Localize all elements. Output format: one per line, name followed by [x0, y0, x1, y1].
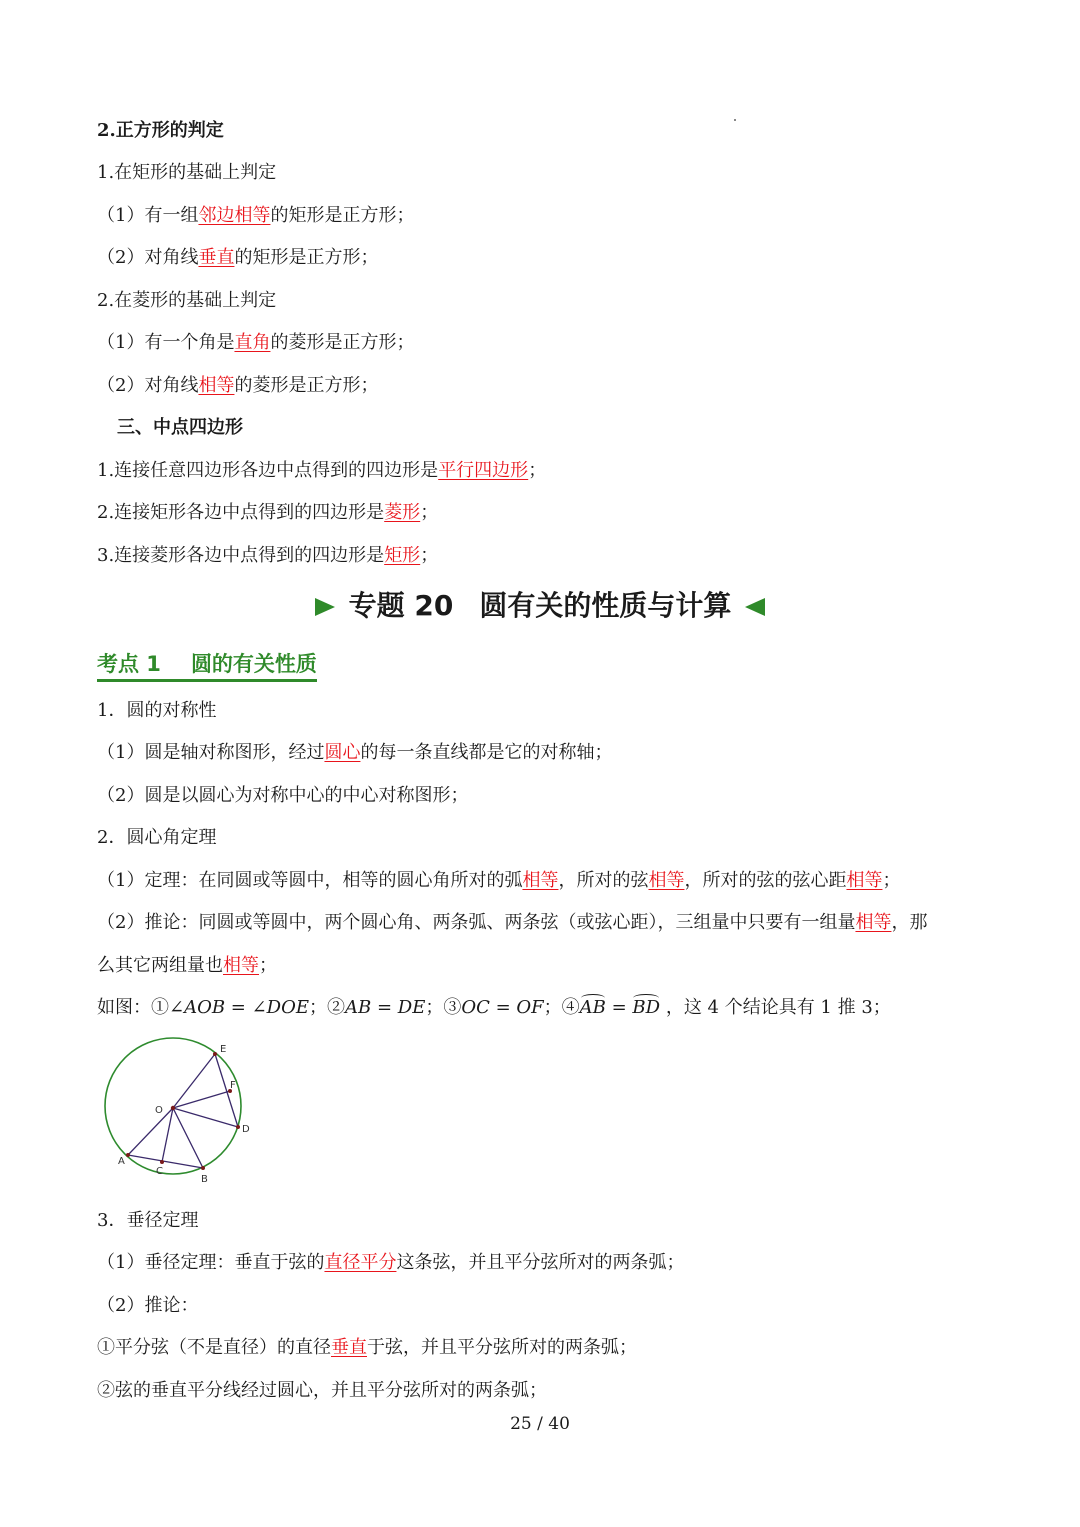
arc-bd: BD	[632, 997, 661, 1018]
point-c	[160, 1160, 164, 1164]
highlight-answer: 矩形	[384, 545, 421, 566]
highlight-answer: 菱形	[384, 502, 421, 523]
text-line: （2）对角线垂直的矩形是正方形；	[97, 247, 379, 268]
highlight-answer: 平行四边形	[438, 460, 529, 481]
scan-dot	[734, 119, 736, 121]
highlight-answer: 邻边相等	[198, 205, 271, 226]
highlight-answer: 垂直	[331, 1337, 367, 1358]
text-line: ②弦的垂直平分线经过圆心，并且平分弦所对的两条弧；	[97, 1380, 547, 1401]
text-line: 1.在矩形的基础上判定	[97, 162, 277, 183]
page-number: 25 / 40	[510, 1414, 570, 1434]
text-line: 2．圆心角定理	[97, 827, 217, 848]
text-line: 3.连接菱形各边中点得到的四边形是矩形；	[97, 545, 439, 566]
highlight-answer: 相等	[198, 375, 235, 396]
segment-od	[173, 1108, 238, 1127]
text-line: 1．圆的对称性	[97, 700, 217, 721]
highlight-answer: 圆心	[324, 742, 361, 763]
circle-figure	[97, 1036, 267, 1186]
label-b: B	[201, 1174, 208, 1185]
text-line: 2.连接矩形各边中点得到的四边形是菱形；	[97, 502, 439, 523]
highlight-answer: 相等	[846, 870, 883, 891]
point-d	[236, 1125, 240, 1129]
point-o	[171, 1106, 175, 1110]
label-e: E	[220, 1044, 227, 1055]
text-line: 3．垂径定理	[97, 1210, 199, 1231]
text-line: （1）垂径定理：垂直于弦的直径平分这条弦，并且平分弦所对的两条弧；	[97, 1252, 685, 1273]
text-line: 么其它两组量也相等；	[97, 955, 277, 976]
highlight-answer: 相等	[223, 955, 259, 976]
segment-ob	[173, 1108, 203, 1168]
text-line: （1）有一个角是直角的菱形是正方形；	[97, 332, 415, 353]
chord-ab	[128, 1155, 203, 1168]
label-a: A	[118, 1156, 125, 1167]
label-f: F	[230, 1080, 236, 1091]
text-line: 1.连接任意四边形各边中点得到的四边形是平行四边形；	[97, 460, 547, 481]
point-a	[126, 1153, 130, 1157]
arrow-left-icon	[745, 598, 765, 616]
arrow-right-icon	[315, 598, 335, 616]
text-line: （1）定理：在同圆或等圆中，相等的圆心角所对的弧相等，所对的弦相等，所对的弦的弦心距相等；	[97, 870, 901, 891]
text-line: （1）有一组邻边相等的矩形是正方形；	[97, 205, 415, 226]
heading-square-criteria: 2.正方形的判定	[97, 120, 224, 141]
label-d: D	[242, 1124, 250, 1135]
heading-midpoint-quadrilateral: 三、中点四边形	[117, 417, 243, 438]
highlight-answer: 直角	[234, 332, 271, 353]
kaodian-heading: 考点 1 圆的有关性质	[97, 650, 317, 682]
highlight-answer: 垂直	[198, 247, 235, 268]
text-line: ①平分弦（不是直径）的直径垂直于弦，并且平分弦所对的两条弧；	[97, 1337, 637, 1358]
topic-title: 专题 20 圆有关的性质与计算	[0, 588, 1080, 624]
text-line: （2）圆是以圆心为对称中心的中心对称图形；	[97, 785, 469, 806]
segment-oa	[128, 1108, 173, 1155]
figure-conclusions-line: 如图：①∠AOB = ∠DOE；②AB = DE；③OC = OF；④AB = BD ，这 4 个结论具有 1 推 3；	[97, 997, 891, 1018]
text-line: （2）推论：同圆或等圆中，两个圆心角、两条弧、两条弦（或弦心距），三组量中只要有一组量相等，那	[97, 912, 928, 933]
point-b	[201, 1166, 205, 1170]
label-o: O	[155, 1105, 163, 1116]
point-e	[213, 1052, 217, 1056]
text-line: （1）圆是轴对称图形，经过圆心的每一条直线都是它的对称轴；	[97, 742, 613, 763]
segment-oc	[162, 1108, 173, 1162]
label-c: C	[156, 1166, 163, 1177]
text-line: 2.在菱形的基础上判定	[97, 290, 277, 311]
segment-of	[173, 1091, 230, 1108]
segment-oe	[173, 1054, 215, 1108]
highlight-answer: 相等	[855, 912, 892, 933]
highlight-answer: 相等	[522, 870, 559, 891]
highlight-answer: 相等	[648, 870, 685, 891]
text-line: （2）推论：	[97, 1295, 199, 1316]
text-line: （2）对角线相等的菱形是正方形；	[97, 375, 379, 396]
arc-ab: AB	[579, 997, 606, 1018]
highlight-answer: 直径平分	[324, 1252, 397, 1273]
